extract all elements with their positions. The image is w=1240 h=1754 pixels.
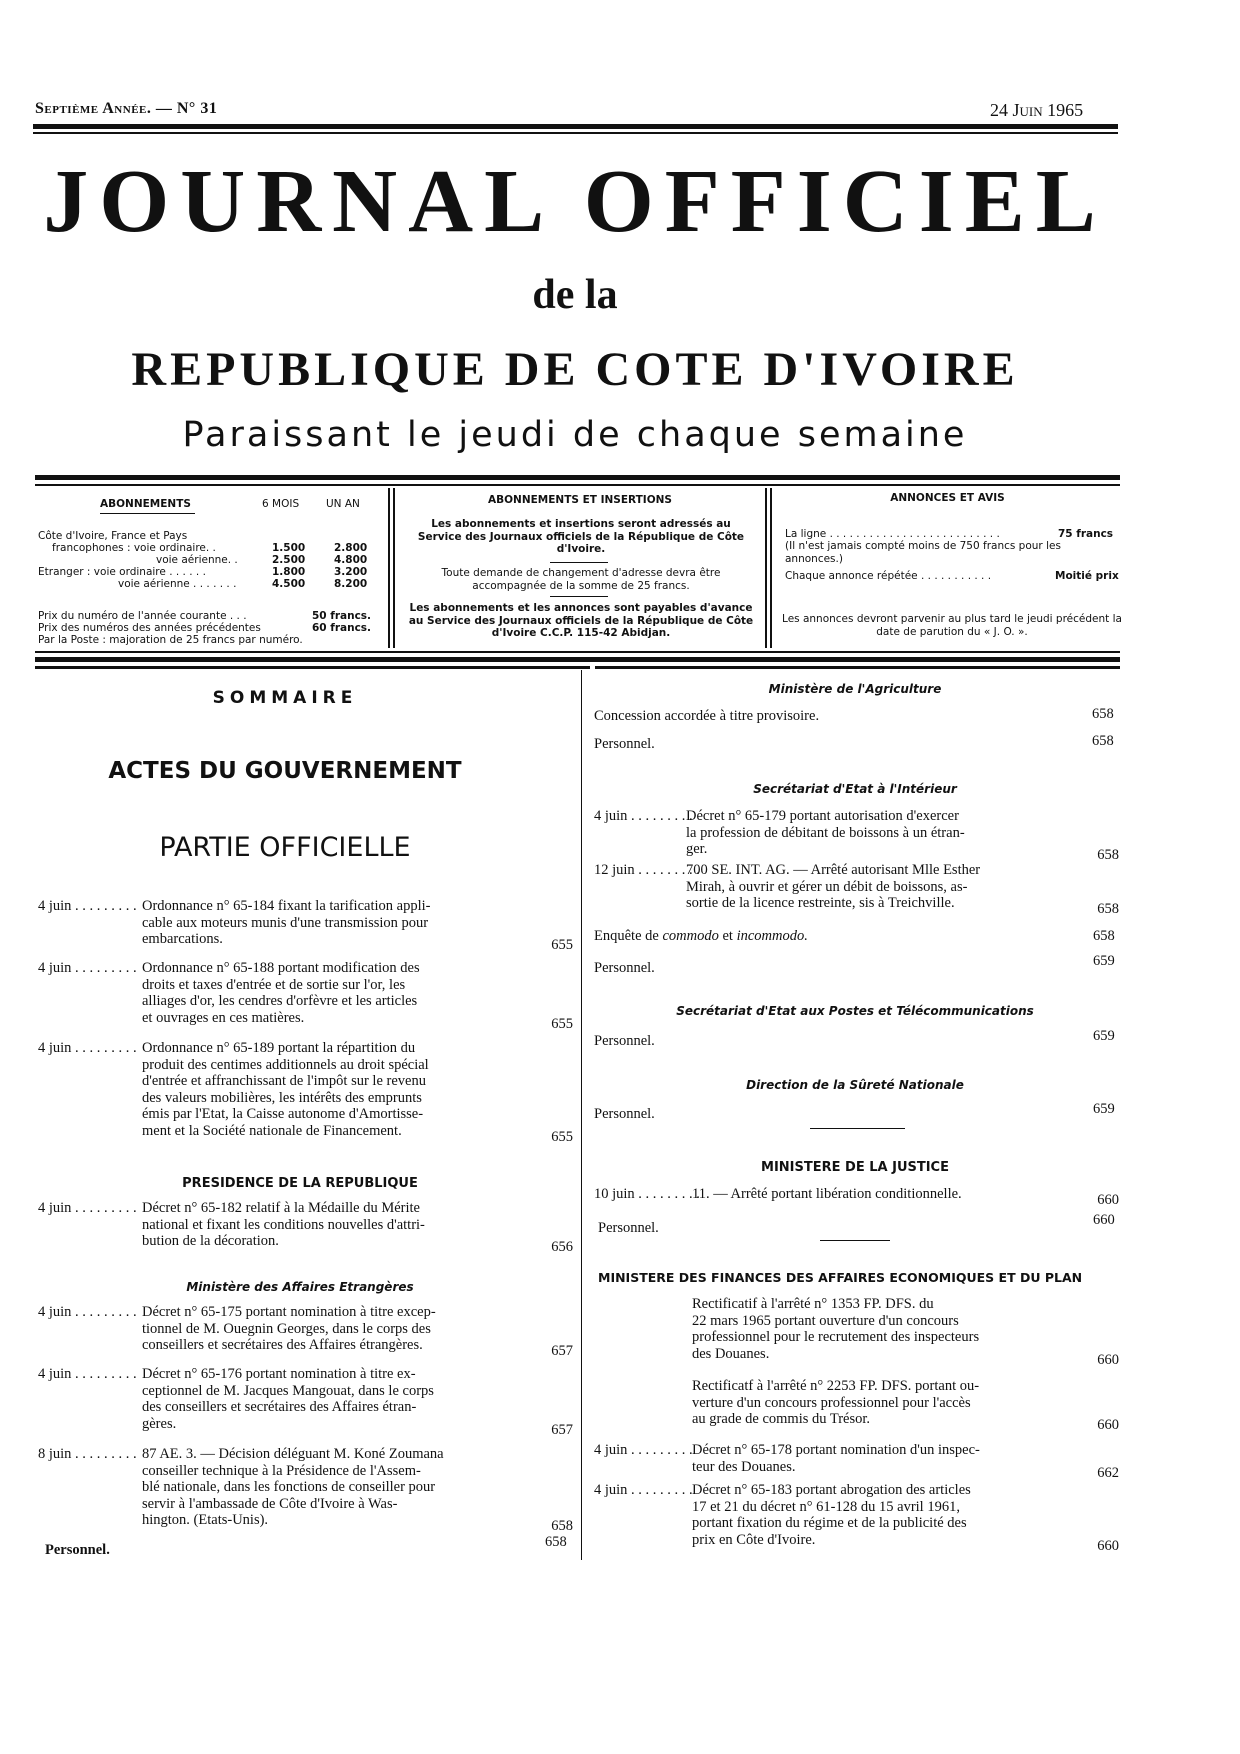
subscriptions-col2-header: UN AN — [326, 498, 360, 510]
entry-line: conseillers et secrétaires des Affaires étrangères. — [142, 1337, 423, 1353]
justice-personnel-page: 660 — [1093, 1212, 1115, 1228]
journal-title: JOURNAL OFFICIEL — [43, 152, 1107, 251]
box-bottom-rule-thick — [35, 657, 1120, 662]
entry-text — [692, 1296, 1092, 1362]
sub-row-1an: 4.800 — [334, 554, 368, 566]
agri-item-2-page: 658 — [1092, 733, 1114, 749]
toc-top-rule-left — [35, 666, 590, 669]
entry-line: Ordonnance n° 65-184 fixant la tarification appli- — [142, 898, 431, 914]
entry-line: Décret n° 65-183 portant abrogation des articles — [692, 1482, 971, 1498]
toc-entry — [38, 1040, 573, 1145]
entry-page-number: 658 — [1097, 901, 1119, 917]
entry-line: Décret n° 65-178 portant nomination d'un inspec- — [692, 1442, 980, 1458]
entry-date: 4 juin . . . . . . . . . — [594, 1482, 693, 1498]
entry-text — [142, 1446, 537, 1529]
entry-line: Mirah, à ouvrir et gérer un débit de boissons, as- — [686, 878, 968, 895]
box-bottom-rule-thin — [35, 651, 1120, 653]
entry-line: des valeurs mobilières, les intérêts des emprunts — [142, 1089, 422, 1106]
postes-page: 659 — [1093, 1028, 1115, 1044]
int-commodo: Enquête de commodo et incommodo. — [594, 928, 808, 944]
surete-personnel: Personnel. — [594, 1106, 655, 1122]
header-rule-thick — [33, 124, 1118, 129]
justice-personnel: Personnel. — [598, 1220, 659, 1236]
annonces-minimum-note: (Il n'est jamais compté moins de 750 francs pour les annonces.) — [785, 540, 1061, 565]
entry-line: des Douanes. — [692, 1345, 770, 1362]
toc-entry — [594, 1296, 1119, 1368]
actes-title: ACTES DU GOUVERNEMENT — [108, 758, 462, 784]
entry-date: 4 juin . . . . . . . . . — [38, 960, 137, 976]
entry-date: 4 juin . . . . . . . . . — [38, 1304, 137, 1320]
entry-page-number: 655 — [551, 1128, 573, 1145]
entry-line: 87 AE. 3. — Décision déléguant M. Koné Zoumana — [142, 1446, 444, 1462]
entry-line: et ouvrages en ces matières. — [142, 1009, 305, 1026]
entry-page-number: 657 — [551, 1343, 573, 1359]
entry-date: 4 juin . . . . . . . . . — [38, 1040, 137, 1056]
entry-line: gères. — [142, 1415, 177, 1432]
toc-entry — [38, 1366, 573, 1438]
entry-page-number: 655 — [551, 1015, 573, 1032]
entry-line: portant fixation du régime et de la publicité des — [692, 1515, 967, 1531]
price-previous: Prix des numéros des années précédentes — [38, 622, 261, 634]
sub-row-6mois: 1.800 — [272, 566, 306, 578]
sub-row-6mois: 4.500 — [272, 578, 306, 590]
ae-personnel: Personnel. — [45, 1542, 110, 1558]
sommaire-title: SOMMAIRE — [212, 688, 358, 708]
entry-line: blé nationale, dans les fonctions de conseiller pour — [142, 1479, 436, 1495]
box-divider-1b — [393, 488, 395, 648]
publication-frequency: Paraissant le jeudi de chaque semaine — [182, 415, 968, 455]
annonces-heading: ANNONCES ET AVIS — [890, 492, 1005, 504]
entry-text — [142, 960, 537, 1026]
entry-line: droits et taxes d'entrée et de sortie sur l'or, les — [142, 976, 406, 993]
surete-heading: Direction de la Sûreté Nationale — [746, 1078, 964, 1092]
entry-line: produit des centimes additionnels au droit spécial — [142, 1056, 429, 1073]
agriculture-heading: Ministère de l'Agriculture — [768, 682, 942, 696]
entry-line: tionnel de M. Ouegnin Georges, dans le corps des — [142, 1320, 431, 1337]
entry-page-number: 658 — [551, 1518, 573, 1534]
entry-date: 4 juin . . . . . . . . . — [38, 1200, 137, 1216]
postes-heading: Secrétariat d'Etat aux Postes et Télécommunications — [676, 1004, 1034, 1018]
box-divider-2b — [770, 488, 772, 648]
annonces-line-label: La ligne . . . . . . . . . . . . . . . . . . . . . . . . . . — [785, 528, 1000, 540]
price-current-value: 50 francs. — [312, 610, 372, 622]
toc-entry — [594, 808, 1119, 863]
entry-date: 4 juin . . . . . . . . . — [38, 898, 137, 914]
interieur-heading: Secrétariat d'Etat à l'Intérieur — [753, 782, 957, 796]
entry-line: émis par l'Etat, la Caisse autonome d'Amortisse- — [142, 1106, 424, 1122]
entry-line: 700 SE. INT. AG. — Arrêté autorisant Mlle Esther — [686, 862, 981, 878]
entry-text — [686, 862, 1086, 912]
entry-line: ger. — [686, 841, 708, 857]
presidence-heading: PRESIDENCE DE LA REPUBLIQUE — [182, 1176, 418, 1191]
entry-page-number: 660 — [1097, 1192, 1119, 1208]
affaires-etrangeres-heading: Ministère des Affaires Etrangères — [186, 1280, 414, 1294]
sub-row-6mois: 1.500 — [272, 542, 306, 554]
entry-line: alliages d'or, les cendres d'orfèvre et les articles — [142, 993, 418, 1009]
entry-date: 12 juin . . . . . . . . . — [594, 862, 700, 878]
entry-date: 4 juin . . . . . . . . . — [38, 1366, 137, 1382]
sub-row-label: voie aérienne . . . . . . . — [118, 578, 237, 590]
entry-page-number: 656 — [551, 1239, 573, 1255]
agri-item-2: Personnel. — [594, 736, 655, 752]
toc-entry — [594, 1482, 1119, 1554]
insertions-address-change: Toute demande de changement d'adresse devra être accompagnée de la somme de 25 francs. — [441, 567, 721, 592]
finances-heading: MINISTERE DES FINANCES DES AFFAIRES ECONOMIQUES ET DU PLAN — [598, 1270, 1083, 1285]
toc-entry — [38, 1200, 573, 1255]
entry-line: national et fixant les conditions nouvelles d'attri- — [142, 1216, 425, 1233]
annonces-deadline: Les annonces devront parvenir au plus tard le jeudi précédent la date de parution du « J. O. ». — [782, 613, 1122, 638]
issue-date: 24 Juin 1965 — [990, 100, 1084, 120]
price-postal: Par la Poste : majoration de 25 francs par numéro. — [38, 634, 303, 646]
box-top-rule-thin — [35, 484, 1120, 486]
toc-entry — [38, 1446, 573, 1534]
toc-top-rule-right — [595, 666, 1120, 669]
subscriptions-col1-header: 6 MOIS — [262, 498, 300, 510]
toc-entry — [594, 1186, 1119, 1208]
entry-page-number: 660 — [1097, 1417, 1119, 1433]
entry-line: servir à l'ambassade de Côte d'Ivoire à Was- — [142, 1495, 398, 1512]
entry-line: Décret n° 65-176 portant nomination à titre ex- — [142, 1366, 416, 1382]
toc-entry — [38, 960, 573, 1032]
entry-line: bution de la décoration. — [142, 1233, 279, 1249]
entry-line: au grade de commis du Trésor. — [692, 1411, 871, 1427]
subscriptions-heading: ABONNEMENTS — [100, 498, 191, 510]
entry-text — [692, 1442, 1092, 1475]
entry-line: ment et la Société nationale de Financement. — [142, 1122, 402, 1139]
entry-line: Décret n° 65-175 portant nomination à titre excep- — [142, 1304, 436, 1320]
entry-line: Rectificatf à l'arrêté n° 2253 FP. DFS. portant ou- — [692, 1378, 980, 1394]
int-personnel: Personnel. — [594, 960, 655, 976]
entry-text — [686, 808, 1086, 858]
toc-entry — [594, 1378, 1119, 1433]
box-divider-2 — [765, 488, 767, 648]
republic-title: REPUBLIQUE DE COTE D'IVOIRE — [131, 343, 1019, 396]
header-rule-thin — [33, 132, 1118, 134]
entry-page-number: 660 — [1097, 1537, 1119, 1554]
entry-text — [142, 1366, 537, 1432]
sub-row-label: francophones : voie ordinaire. . — [52, 542, 216, 554]
entry-date: 8 juin . . . . . . . . . — [38, 1446, 137, 1462]
sub-row-6mois: 2.500 — [272, 554, 306, 566]
entry-line: hington. (Etats-Unis). — [142, 1512, 269, 1528]
entry-line: sortie de la licence restreinte, sis à Treichville. — [686, 895, 955, 911]
insertions-sep-1 — [550, 562, 608, 563]
partie-title: PARTIE OFFICIELLE — [159, 832, 411, 863]
box-top-rule-thick — [35, 475, 1120, 480]
entry-line: Ordonnance n° 65-189 portant la répartition du — [142, 1040, 416, 1056]
ae-personnel-page: 658 — [545, 1534, 567, 1550]
postes-personnel: Personnel. — [594, 1033, 655, 1049]
entry-line: la profession de débitant de boissons à un étran- — [686, 824, 965, 841]
entry-line: Rectificatif à l'arrêté n° 1353 FP. DFS. du — [692, 1296, 934, 1312]
entry-text — [142, 1040, 537, 1139]
entry-line: embarcations. — [142, 931, 223, 947]
entry-line: 17 et 21 du décret n° 61-128 du 15 avril 1961, — [692, 1498, 960, 1515]
entry-line: verture d'un concours professionnel pour l'accès — [692, 1394, 971, 1411]
entry-line: professionnel pour le recrutement des inspecteurs — [692, 1329, 980, 1345]
entry-line: d'entrée et affranchissant de l'impôt sur le revenu — [142, 1073, 426, 1089]
entry-date: 4 juin . . . . . . . . . — [594, 1442, 693, 1458]
toc-entry — [594, 1442, 1119, 1481]
entry-line: 11. — Arrêté portant libération conditionnelle. — [692, 1186, 962, 1202]
int-personnel-page: 659 — [1093, 953, 1115, 969]
int-commodo-page: 658 — [1093, 928, 1115, 944]
entry-text — [142, 1200, 537, 1250]
annonces-repeat-label: Chaque annonce répétée . . . . . . . . . . . — [785, 570, 992, 582]
toc-entry — [38, 1304, 573, 1359]
agri-item-1-page: 658 — [1092, 706, 1114, 722]
box-divider-1 — [388, 488, 390, 648]
sub-row-label: Etranger : voie ordinaire . . . . . . — [38, 566, 206, 578]
annonces-repeat-value: Moitié prix — [1055, 570, 1119, 582]
entry-date: 4 juin . . . . . . . . . — [594, 808, 693, 824]
entry-page-number: 655 — [551, 937, 573, 953]
sub-row-label: Côte d'Ivoire, France et Pays — [38, 530, 188, 542]
agri-item-1: Concession accordée à titre provisoire. — [594, 708, 820, 724]
justice-heading: MINISTERE DE LA JUSTICE — [761, 1160, 949, 1175]
justice-separator — [820, 1240, 890, 1241]
price-previous-value: 60 francs. — [312, 622, 372, 634]
sub-row-1an: 8.200 — [334, 578, 368, 590]
entry-text — [692, 1186, 1092, 1203]
masthead-de-la: de la — [532, 272, 618, 318]
surete-page: 659 — [1093, 1101, 1115, 1117]
entry-line: 22 mars 1965 portant ouverture d'un concours — [692, 1312, 959, 1329]
insertions-heading: ABONNEMENTS ET INSERTIONS — [488, 494, 672, 506]
entry-text — [692, 1378, 1092, 1428]
edition-number: Septième Année. — N° 31 — [35, 100, 218, 117]
entry-text — [142, 898, 537, 948]
sub-row-label: voie aérienne. . — [156, 554, 238, 566]
entry-line: cable aux moteurs munis d'une transmission pour — [142, 914, 429, 931]
sub-row-1an: 2.800 — [334, 542, 368, 554]
insertions-sep-2 — [550, 596, 608, 597]
surete-separator — [810, 1128, 905, 1129]
entry-page-number: 657 — [551, 1421, 573, 1438]
entry-line: Décret n° 65-182 relatif à la Médaille du Mérite — [142, 1200, 420, 1216]
entry-page-number: 660 — [1097, 1351, 1119, 1368]
price-current: Prix du numéro de l'année courante . . . — [38, 610, 247, 622]
subscriptions-underline — [100, 513, 195, 514]
entry-line: prix en Côte d'Ivoire. — [692, 1531, 816, 1548]
entry-page-number: 662 — [1097, 1464, 1119, 1481]
toc-entry — [38, 898, 573, 953]
entry-date: 10 juin . . . . . . . . . — [594, 1186, 700, 1202]
entry-text — [692, 1482, 1092, 1548]
entry-line: ceptionnel de M. Jacques Mangouat, dans le corps — [142, 1382, 434, 1399]
insertions-payment: Les abonnements et les annonces sont payables d'avance au Service des Journaux officiels de la République de Côte d'Ivoire C.C.P. 115-42 Abidjan. — [408, 602, 754, 639]
sub-row-1an: 3.200 — [334, 566, 368, 578]
insertions-address: Les abonnements et insertions seront adressés au Service des Journaux officiels de la République de Côte d'Ivoire. — [417, 518, 745, 555]
entry-line: teur des Douanes. — [692, 1458, 796, 1475]
entry-page-number: 658 — [1097, 847, 1119, 863]
entry-line: Ordonnance n° 65-188 portant modification des — [142, 960, 420, 976]
toc-entry — [594, 862, 1119, 917]
annonces-line-value: 75 francs — [1058, 528, 1114, 540]
entry-text — [142, 1304, 537, 1354]
entry-line: des conseillers et secrétaires des Affaires étran- — [142, 1399, 417, 1415]
entry-line: conseiller technique à la Présidence de l'Assem- — [142, 1462, 421, 1479]
entry-line: Décret n° 65-179 portant autorisation d'exercer — [686, 808, 959, 824]
column-divider — [581, 670, 582, 1560]
